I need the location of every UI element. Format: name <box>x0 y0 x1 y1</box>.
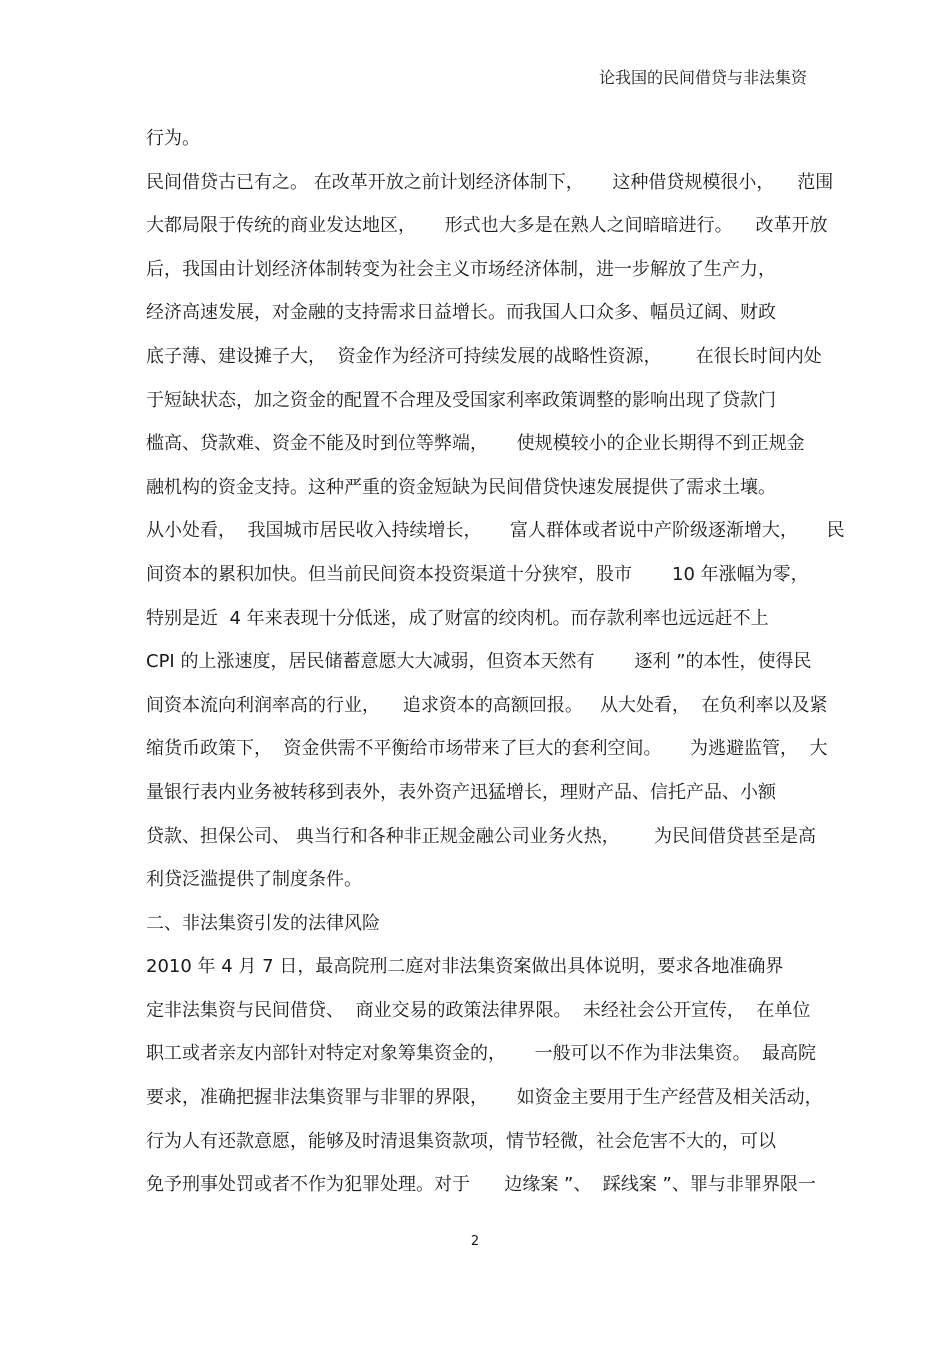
text-line: 间资本的累积加快。但当前民间资本投资渠道十分狭窄，股市 10 年涨幅为零， <box>146 563 809 585</box>
text-line: 缩货币政策下， 资金供需不平衡给市场带来了巨大的套利空间。 为逃避监管， 大 <box>146 738 828 760</box>
body-text <box>146 124 845 1214</box>
text-line: 特别是近 4 年来表现十分低迷，成了财富的绞肉机。而存款利率也远远赶不上 <box>146 607 769 629</box>
text-line: 融机构的资金支持。这种严重的资金短缺为民间借贷快速发展提供了需求土壤。 <box>146 476 776 498</box>
page-number: 2 <box>470 1234 480 1249</box>
text-line: 经济高速发展，对金融的支持需求日益增长。而我国人口众多、幅员辽阔、财政 <box>146 302 776 324</box>
text-line: 间资本流向利润率高的行业， 追求资本的高额回报。 从大处看， 在负利率以及紧 <box>146 694 828 716</box>
text-line: 贷款、担保公司、 典当行和各种非正规金融公司业务火热， 为民间借贷甚至是高 <box>146 825 817 847</box>
text-line: 槛高、贷款难、资金不能及时到位等弊端， 使规模较小的企业长期得不到正规金 <box>146 433 805 455</box>
text-line: 大都局限于传统的商业发达地区， 形式也大多是在熟人之间暗暗进行。 改革开放 <box>146 215 828 237</box>
text-line: 后，我国由计划经济体制转变为社会主义市场经济体制，进一步解放了生产力， <box>146 258 776 280</box>
section-heading: 二、非法集资引发的法律风险 <box>146 912 380 934</box>
text-line: 职工或者亲友内部针对特定对象筹集资金的， 一般可以不作为非法集资。 最高院 <box>146 1043 817 1065</box>
text-line: 量银行表内业务被转移到表外，表外资产迅猛增长，理财产品、信托产品、小额 <box>146 781 776 803</box>
text-line: CPI 的上涨速度，居民储蓄意愿大大减弱，但资本天然有 逐利 ”的本性，使得民 <box>146 651 812 673</box>
text-line: 底子薄、建设摊子大， 资金作为经济可持续发展的战略性资源， 在很长时间内处 <box>146 345 822 367</box>
text-line: 民间借贷古已有之。 在改革开放之前计划经济体制下， 这种借贷规模很小， 范围 <box>146 171 834 193</box>
text-line: 免予刑事处罚或者不作为犯罪处理。对于 边缘案 ”、 踩线案 ”、罪与非罪界限一 <box>146 1174 816 1196</box>
text-line: 行为人有还款意愿，能够及时清退集资款项，情节轻微，社会危害不大的，可以 <box>146 1130 776 1152</box>
text-line: 2010 年 4 月 7 日，最高院刑二庭对非法集资案做出具体说明，要求各地准确界 <box>146 956 784 978</box>
text-line: 定非法集资与民间借贷、 商业交易的政策法律界限。 未经社会公开宣传， 在单位 <box>146 999 811 1021</box>
text-line: 要求，准确把握非法集资罪与非罪的界限， 如资金主要用于生产经营及相关活动， <box>146 1087 823 1109</box>
running-header-title: 论我国的民间借贷与非法集资 <box>598 68 807 87</box>
text-line: 利贷泛滥提供了制度条件。 <box>146 869 362 891</box>
text-line: 行为。 <box>146 128 200 149</box>
text-line: 于短缺状态，加之资金的配置不合理及受国家利率政策调整的影响出现了贷款门 <box>146 389 776 411</box>
text-line: 从小处看， 我国城市居民收入持续增长， 富人群体或者说中产阶级逐渐增大， 民 <box>146 520 845 542</box>
